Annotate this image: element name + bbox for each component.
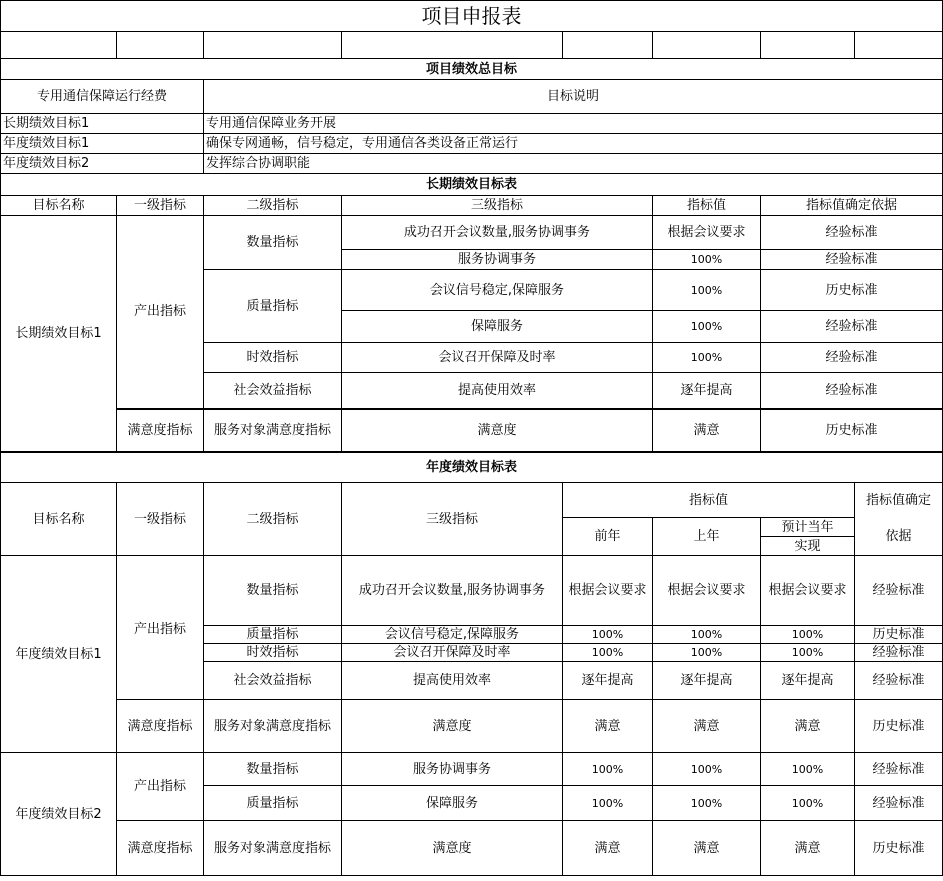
level3-cell: 会议信号稳定,保障服务 xyxy=(342,270,653,311)
value-cell: 根据会议要求 xyxy=(653,216,761,250)
section-heading-long-term: 长期绩效目标表 xyxy=(1,174,943,196)
value-expected: 满意 xyxy=(761,700,855,753)
value-prev-year: 根据会议要求 xyxy=(563,556,653,626)
basis-cell: 经验标准 xyxy=(855,644,943,662)
header-goal-name: 目标名称 xyxy=(1,196,117,216)
level3-cell: 服务协调事务 xyxy=(342,250,653,270)
empty-cell xyxy=(761,32,855,59)
header-last-year: 上年 xyxy=(653,518,761,556)
value-cell: 满意 xyxy=(653,409,761,452)
value-expected: 100% xyxy=(761,644,855,662)
level1-output: 产出指标 xyxy=(117,216,204,409)
value-last-year: 100% xyxy=(653,626,761,644)
header-basis-top: 指标值确定 xyxy=(855,483,943,518)
basis-cell: 经验标准 xyxy=(855,753,943,786)
level2-timeliness: 时效指标 xyxy=(204,343,342,373)
header-achieved: 实现 xyxy=(761,537,855,556)
value-expected: 逐年提高 xyxy=(761,662,855,700)
level3-cell: 满意度 xyxy=(342,700,563,753)
header-value: 指标值 xyxy=(563,483,855,518)
basis-cell: 历史标准 xyxy=(855,626,943,644)
value-prev-year: 100% xyxy=(563,786,653,821)
value-prev-year: 满意 xyxy=(563,700,653,753)
level1-satisfaction: 满意度指标 xyxy=(117,821,204,876)
goal-label: 长期绩效目标1 xyxy=(1,114,204,134)
basis-cell: 历史标准 xyxy=(761,409,943,452)
level3-cell: 成功召开会议数量,服务协调事务 xyxy=(342,556,563,626)
header-expected: 预计当年 xyxy=(761,518,855,537)
header-level2: 二级指标 xyxy=(204,483,342,556)
header-level3: 三级指标 xyxy=(342,196,653,216)
empty-cell xyxy=(117,32,204,59)
level3-cell: 提高使用效率 xyxy=(342,373,653,409)
header-value: 指标值 xyxy=(653,196,761,216)
value-cell: 100% xyxy=(653,343,761,373)
header-level1: 一级指标 xyxy=(117,483,204,556)
level3-cell: 成功召开会议数量,服务协调事务 xyxy=(342,216,653,250)
value-last-year: 100% xyxy=(653,753,761,786)
value-prev-year: 100% xyxy=(563,626,653,644)
level3-cell: 保障服务 xyxy=(342,311,653,343)
goal-text: 发挥综合协调职能 xyxy=(204,154,943,174)
project-name: 专用通信保障运行经费 xyxy=(1,80,204,114)
goal-text: 确保专网通畅，信号稳定，专用通信各类设备正常运行 xyxy=(204,134,943,154)
basis-cell: 经验标准 xyxy=(761,311,943,343)
value-last-year: 满意 xyxy=(653,700,761,753)
header-level2: 二级指标 xyxy=(204,196,342,216)
header-prev-year: 前年 xyxy=(563,518,653,556)
level3-cell: 满意度 xyxy=(342,409,653,452)
empty-cell xyxy=(563,32,653,59)
basis-cell: 历史标准 xyxy=(761,270,943,311)
value-prev-year: 满意 xyxy=(563,821,653,876)
page-title: 项目申报表 xyxy=(1,1,943,32)
empty-cell xyxy=(855,32,943,59)
goal-description-header: 目标说明 xyxy=(204,80,943,114)
basis-cell: 经验标准 xyxy=(855,556,943,626)
value-expected: 100% xyxy=(761,626,855,644)
level2-service: 服务对象满意度指标 xyxy=(204,409,342,452)
section-heading-summary: 项目绩效总目标 xyxy=(1,59,943,80)
header-level1: 一级指标 xyxy=(117,196,204,216)
value-expected: 根据会议要求 xyxy=(761,556,855,626)
level2-cell: 质量指标 xyxy=(204,786,342,821)
header-basis: 指标值确定依据 xyxy=(761,196,943,216)
empty-cell xyxy=(1,32,117,59)
level2-cell: 社会效益指标 xyxy=(204,662,342,700)
basis-cell: 历史标准 xyxy=(855,821,943,876)
value-prev-year: 100% xyxy=(563,753,653,786)
value-prev-year: 逐年提高 xyxy=(563,662,653,700)
long-term-goal-name: 长期绩效目标1 xyxy=(1,216,117,452)
basis-cell: 历史标准 xyxy=(855,700,943,753)
value-expected: 满意 xyxy=(761,821,855,876)
level1-satisfaction: 满意度指标 xyxy=(117,409,204,452)
value-expected: 100% xyxy=(761,753,855,786)
value-last-year: 逐年提高 xyxy=(653,662,761,700)
empty-cell xyxy=(342,32,563,59)
basis-cell: 经验标准 xyxy=(855,662,943,700)
level3-cell: 会议召开保障及时率 xyxy=(342,644,563,662)
goal-label: 年度绩效目标1 xyxy=(1,134,204,154)
value-last-year: 100% xyxy=(653,644,761,662)
level2-cell: 质量指标 xyxy=(204,626,342,644)
level3-cell: 满意度 xyxy=(342,821,563,876)
level2-cell: 服务对象满意度指标 xyxy=(204,700,342,753)
basis-cell: 经验标准 xyxy=(761,343,943,373)
goal-text: 专用通信保障业务开展 xyxy=(204,114,943,134)
level3-cell: 提高使用效率 xyxy=(342,662,563,700)
level3-cell: 会议召开保障及时率 xyxy=(342,343,653,373)
value-cell: 逐年提高 xyxy=(653,373,761,409)
value-cell: 100% xyxy=(653,250,761,270)
level2-cell: 时效指标 xyxy=(204,644,342,662)
level1-output: 产出指标 xyxy=(117,556,204,700)
header-level3: 三级指标 xyxy=(342,483,563,556)
goal-label: 年度绩效目标2 xyxy=(1,154,204,174)
level3-cell: 保障服务 xyxy=(342,786,563,821)
section-heading-annual: 年度绩效目标表 xyxy=(1,452,943,483)
level2-social: 社会效益指标 xyxy=(204,373,342,409)
level1-satisfaction: 满意度指标 xyxy=(117,700,204,753)
basis-cell: 经验标准 xyxy=(761,216,943,250)
empty-cell xyxy=(653,32,761,59)
basis-cell: 经验标准 xyxy=(761,373,943,409)
annual-goal1-name: 年度绩效目标1 xyxy=(1,556,117,753)
value-cell: 100% xyxy=(653,270,761,311)
value-last-year: 根据会议要求 xyxy=(653,556,761,626)
level3-cell: 会议信号稳定,保障服务 xyxy=(342,626,563,644)
header-goal-name: 目标名称 xyxy=(1,483,117,556)
basis-cell: 经验标准 xyxy=(761,250,943,270)
header-basis-bottom: 依据 xyxy=(855,518,943,556)
level3-cell: 服务协调事务 xyxy=(342,753,563,786)
value-last-year: 100% xyxy=(653,786,761,821)
level1-output: 产出指标 xyxy=(117,753,204,821)
level2-cell: 服务对象满意度指标 xyxy=(204,821,342,876)
value-prev-year: 100% xyxy=(563,644,653,662)
level2-cell: 数量指标 xyxy=(204,753,342,786)
level2-quantity: 数量指标 xyxy=(204,216,342,270)
basis-cell: 经验标准 xyxy=(855,786,943,821)
value-cell: 100% xyxy=(653,311,761,343)
value-last-year: 满意 xyxy=(653,821,761,876)
annual-goal2-name: 年度绩效目标2 xyxy=(1,753,117,876)
value-expected: 100% xyxy=(761,786,855,821)
empty-cell xyxy=(204,32,342,59)
level2-quality: 质量指标 xyxy=(204,270,342,343)
level2-cell: 数量指标 xyxy=(204,556,342,626)
